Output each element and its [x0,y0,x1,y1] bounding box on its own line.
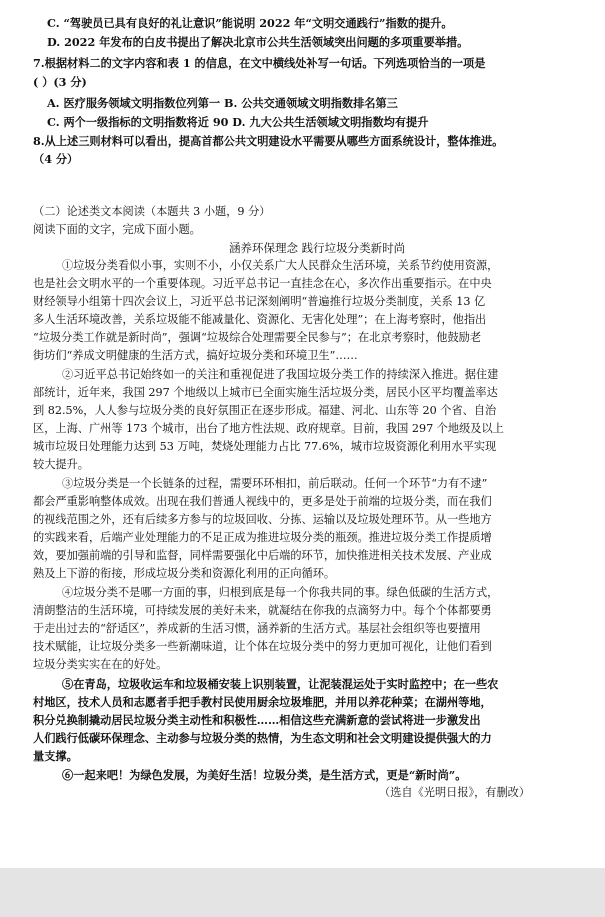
article-title: 涵养环保理念 践行垃圾分类新时尚 [229,241,406,255]
article-line: ⑥一起来吧！为绿色发展，为美好生活！垃圾分类，是生活方式，更是“新时尚”。 [62,768,467,782]
article-line: 人们践行低碳环保理念、主动参与垃圾分类的热情，为生态文明和社会文明建设提供强大的力 [33,731,492,745]
article-line: ⑤在青岛，垃圾收运车和垃圾桶安装上识别装置，让泥装混运处于实时监控中；在一些农 [62,677,499,691]
article-line: 城市垃圾日处理能力达到 53 万吨，焚烧处理能力占比 77.6%，城市垃圾资源化利用水平实现 [33,440,497,453]
article-line: 多人生活环境改善，关系垃圾能不能减量化、资源化、无害化处理”；在上海考察时，他指出 [33,313,487,326]
page-footer-bar [0,868,605,917]
article-line: 的视线范围之外，还有后续多方参与的垃圾回收、分拣、运输以及垃圾处理环节。从一些地方 [33,513,492,526]
article-line: 村地区，技术人员和志愿者手把手教村民使用厨余垃圾堆肥，并用以养花种菜；在湖州等地， [33,695,492,709]
article-line: ①垃圾分类看似小事，实则不小，小仅关系广大人民群众生活环境，关系节约使用资源， [62,259,499,272]
q7-stem: 7.根据材料二的文字内容和表 1 的信息，在文中横线处补写一句话。下列选项恰当的一项是 [33,56,486,70]
article-line: ③垃圾分类是一个长链条的过程，需要环环相扣，前后联动。任何一个环节“力有不逮” [62,477,488,490]
article-line: ④垃圾分类不是哪一方面的事，归根到底是每一个你我共同的事。绿色低碳的生活方式， [62,586,499,599]
q7-options-cd: C. 两个一级指标的文明指数将近 90 D. 九大公共生活领域文明指数均有提升 [47,115,429,129]
article-line: 街坊们“养成文明健康的生活方式，搞好垃圾分类和环境卫生”…… [33,349,358,362]
q6-option-d: D. 2022 年发布的白皮书提出了解决北京市公共生活领域突出问题的多项重要举措。 [47,35,469,49]
article-line: 效，要加强前端的引导和监督，同样需要强化中后端的环节，加快推进相关技术发展、产业成 [33,549,492,562]
article-line: 财经领导小组第十四次会议上，习近平总书记深刻阐明“普遍推行垃圾分类制度，关系 13 亿 [33,295,486,308]
article-source: （选自《光明日报》，有删改） [379,786,531,799]
q6-option-c: C. “驾驶员已具有良好的礼让意识”能说明 2022 年“文明交通践行”指数的提升。 [47,16,453,30]
article-line: 区，上海、广州等 173 个城市，出台了地方性法规、政府规章。目前，我国 297 个地级及以上 [33,422,504,435]
article-line: 也是社会文明水平的一个重要体现。习近平总书记一直挂念在心，多次作出重要指示。在中央 [33,277,492,290]
q7-answer-blank: ( ）(3 分) [33,75,87,89]
article-line: 技术赋能，让垃圾分类多一些新潮味道，让个体在垃圾分类中的努力更加可视化，让他们看到 [33,640,492,653]
article-line: 于走出过去的“舒适区”，养成新的生活习惯，涵养新的生活方式。基层社会组织等也要擅用 [33,622,481,635]
q8-score: （4 分） [33,152,79,166]
article-line: 部统计，近年来，我国 297 个地级以上城市已全面实施生活垃圾分类，居民小区平均覆盖率达 [33,386,498,399]
section-heading: （二）论述类文本阅读（本题共 3 小题，9 分） [33,205,271,218]
article-line: “垃圾分类工作就是新时尚”，强调“垃圾综合处理需要全民参与”；在北京考察时，他鼓励老 [33,331,482,344]
article-line: 清朗整洁的生活环境，可持续发展的美好未来，就凝结在你我的点滴努力中。每个个体都要勇 [33,604,492,617]
article-line: 都会严重影响整体成效。出现在我们普通人视线中的，更多是处于前端的垃圾分类，而在我们 [33,495,492,508]
article-line: 较大提升。 [33,458,89,471]
article-line: ②习近平总书记始终如一的关注和重视促进了我国垃圾分类工作的持续深入推进。据住建 [62,368,499,381]
article-line: 量支撑。 [33,749,78,763]
article-line: 垃圾分类实实在在的好处。 [33,658,168,671]
section-instruction: 阅读下面的文字，完成下面小题。 [33,223,201,236]
q7-options-ab: A. 医疗服务领域文明指数位列第一 B. 公共交通领域文明指数排名第三 [47,96,398,110]
article-line: 到 82.5%，人人参与垃圾分类的良好氛围正在逐步形成。福建、河北、山东等 20 个省、自治 [33,404,497,417]
q8-stem: 8.从上述三则材料可以看出，提高首都公共文明建设水平需要从哪些方面系统设计，整体推进。 [33,134,504,148]
article-line: 的实践来看，后端产业处理能力的不足正成为推进垃圾分类的瓶颈。推进垃圾分类工作提质增 [33,531,492,544]
article-line: 积分兑换制撬动居民垃圾分类主动性和积极性……相信这些充满新意的尝试将进一步激发出 [33,713,481,727]
article-line: 熟及上下游的衔接，形成垃圾分类和资源化利用的正向循环。 [33,567,336,580]
